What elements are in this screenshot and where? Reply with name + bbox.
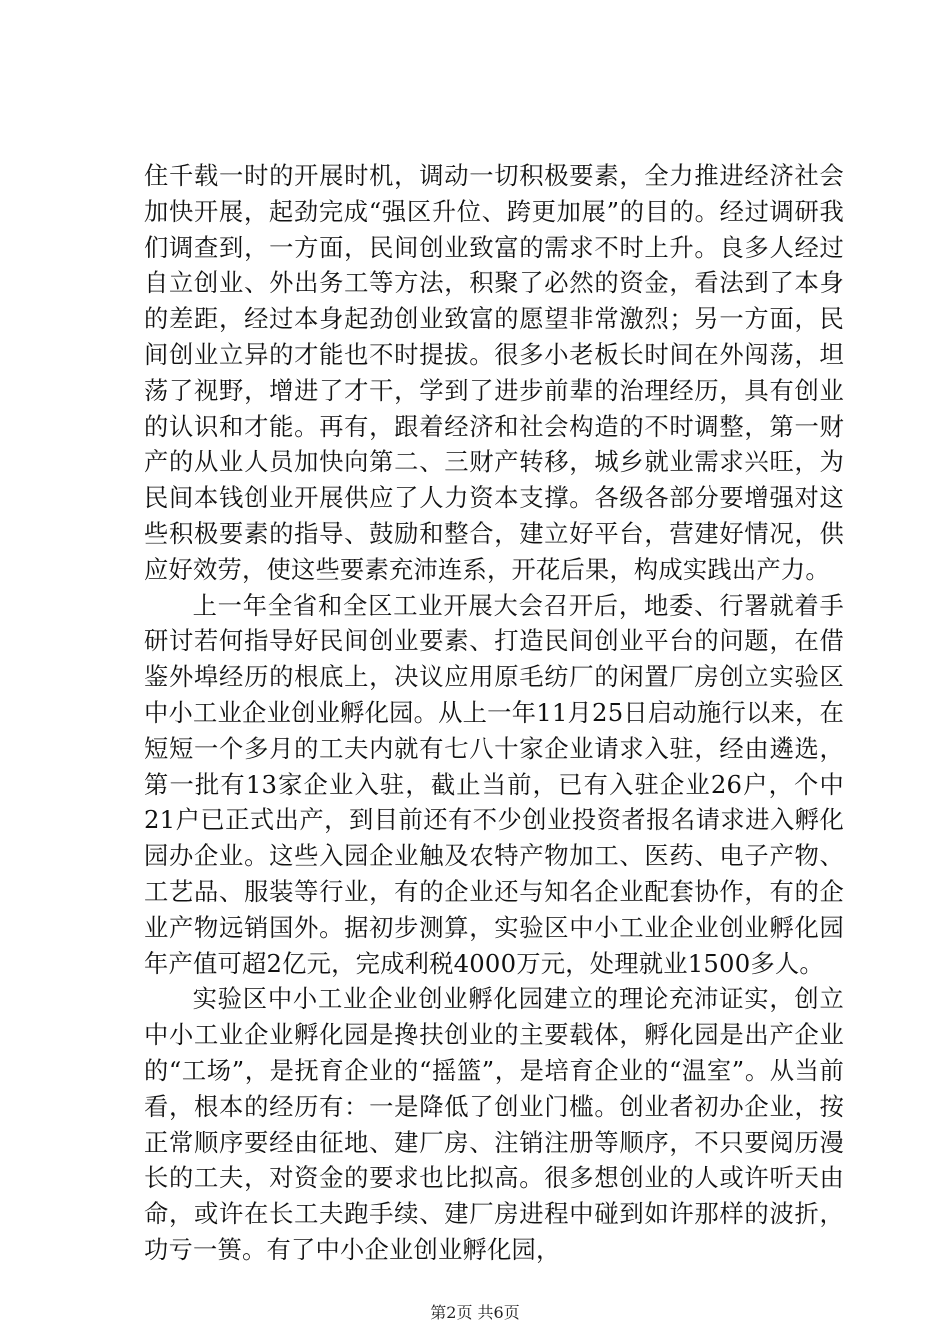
document-body <box>144 158 844 1268</box>
paragraph-3: 实验区中小工业企业创业孵化园建立的理论充沛证实，创立中小工业企业孵化园是搀扶创业的主要载体，孵化园是出产企业的“工场”，是抚育企业的“摇篮”，是培育企业的“温室”。从当前看，根本的经历有：一是降低了创业门槛。创业者初办企业，按正常顺序要经由征地、建厂房、注销注册等顺序，不只要阅历漫长的工夫，对资金的要求也比拟高。很多想创业的人或许听天由命，或许在长工夫跑手续、建厂房进程中碰到如许那样的波折，功亏一篑。有了中小企业创业孵化园， <box>144 984 844 1264</box>
page-number-indicator: 第2页 共6页 <box>430 1303 520 1322</box>
paragraph-1: 住千载一时的开展时机，调动一切积极要素，全力推进经济社会加快开展，起劲完成“强区升位、跨更加展”的目的。经过调研我们调查到，一方面，民间创业致富的需求不时上升。良多人经过自立创业、外出务工等方法，积聚了必然的资金，看法到了本身的差距，经过本身起劲创业致富的愿望非常激烈；另一方面，民间创业立异的才能也不时提拔。很多小老板长时间在外闯荡，坦荡了视野，增进了才干，学到了进步前辈的治理经历，具有创业的认识和才能。再有，跟着经济和社会构造的不时调整，第一财产的从业人员加快向第二、三财产转移，城乡就业需求兴旺，为民间本钱创业开展供应了人力资本支撑。各级各部分要增强对这些积极要素的指导、鼓励和整合，建立好平台，营建好情况，供应好效劳，使这些要素充沛连系，开花后果，构成实践出产力。 <box>144 161 844 584</box>
paragraph-2: 上一年全省和全区工业开展大会召开后，地委、行署就着手研讨若何指导好民间创业要素、打造民间创业平台的问题，在借鉴外埠经历的根底上，决议应用原毛纺厂的闲置厂房创立实验区中小工业企业创业孵化园。从上一年11月25日启动施行以来，在短短一个多月的工夫内就有七八十家企业请求入驻，经由遴选，第一批有13家企业入驻，截止当前，已有入驻企业26户，个中21户已正式出产，到目前还有不少创业投资者报名请求进入孵化园办企业。这些入园企业触及农特产物加工、医药、电子产物、工艺品、服装等行业，有的企业还与知名企业配套协作，有的企业产物远销国外。据初步测算，实验区中小工业企业创业孵化园年产值可超2亿元，完成利税4000万元，处理就业1500多人。 <box>144 590 844 978</box>
page-footer <box>0 1303 950 1323</box>
